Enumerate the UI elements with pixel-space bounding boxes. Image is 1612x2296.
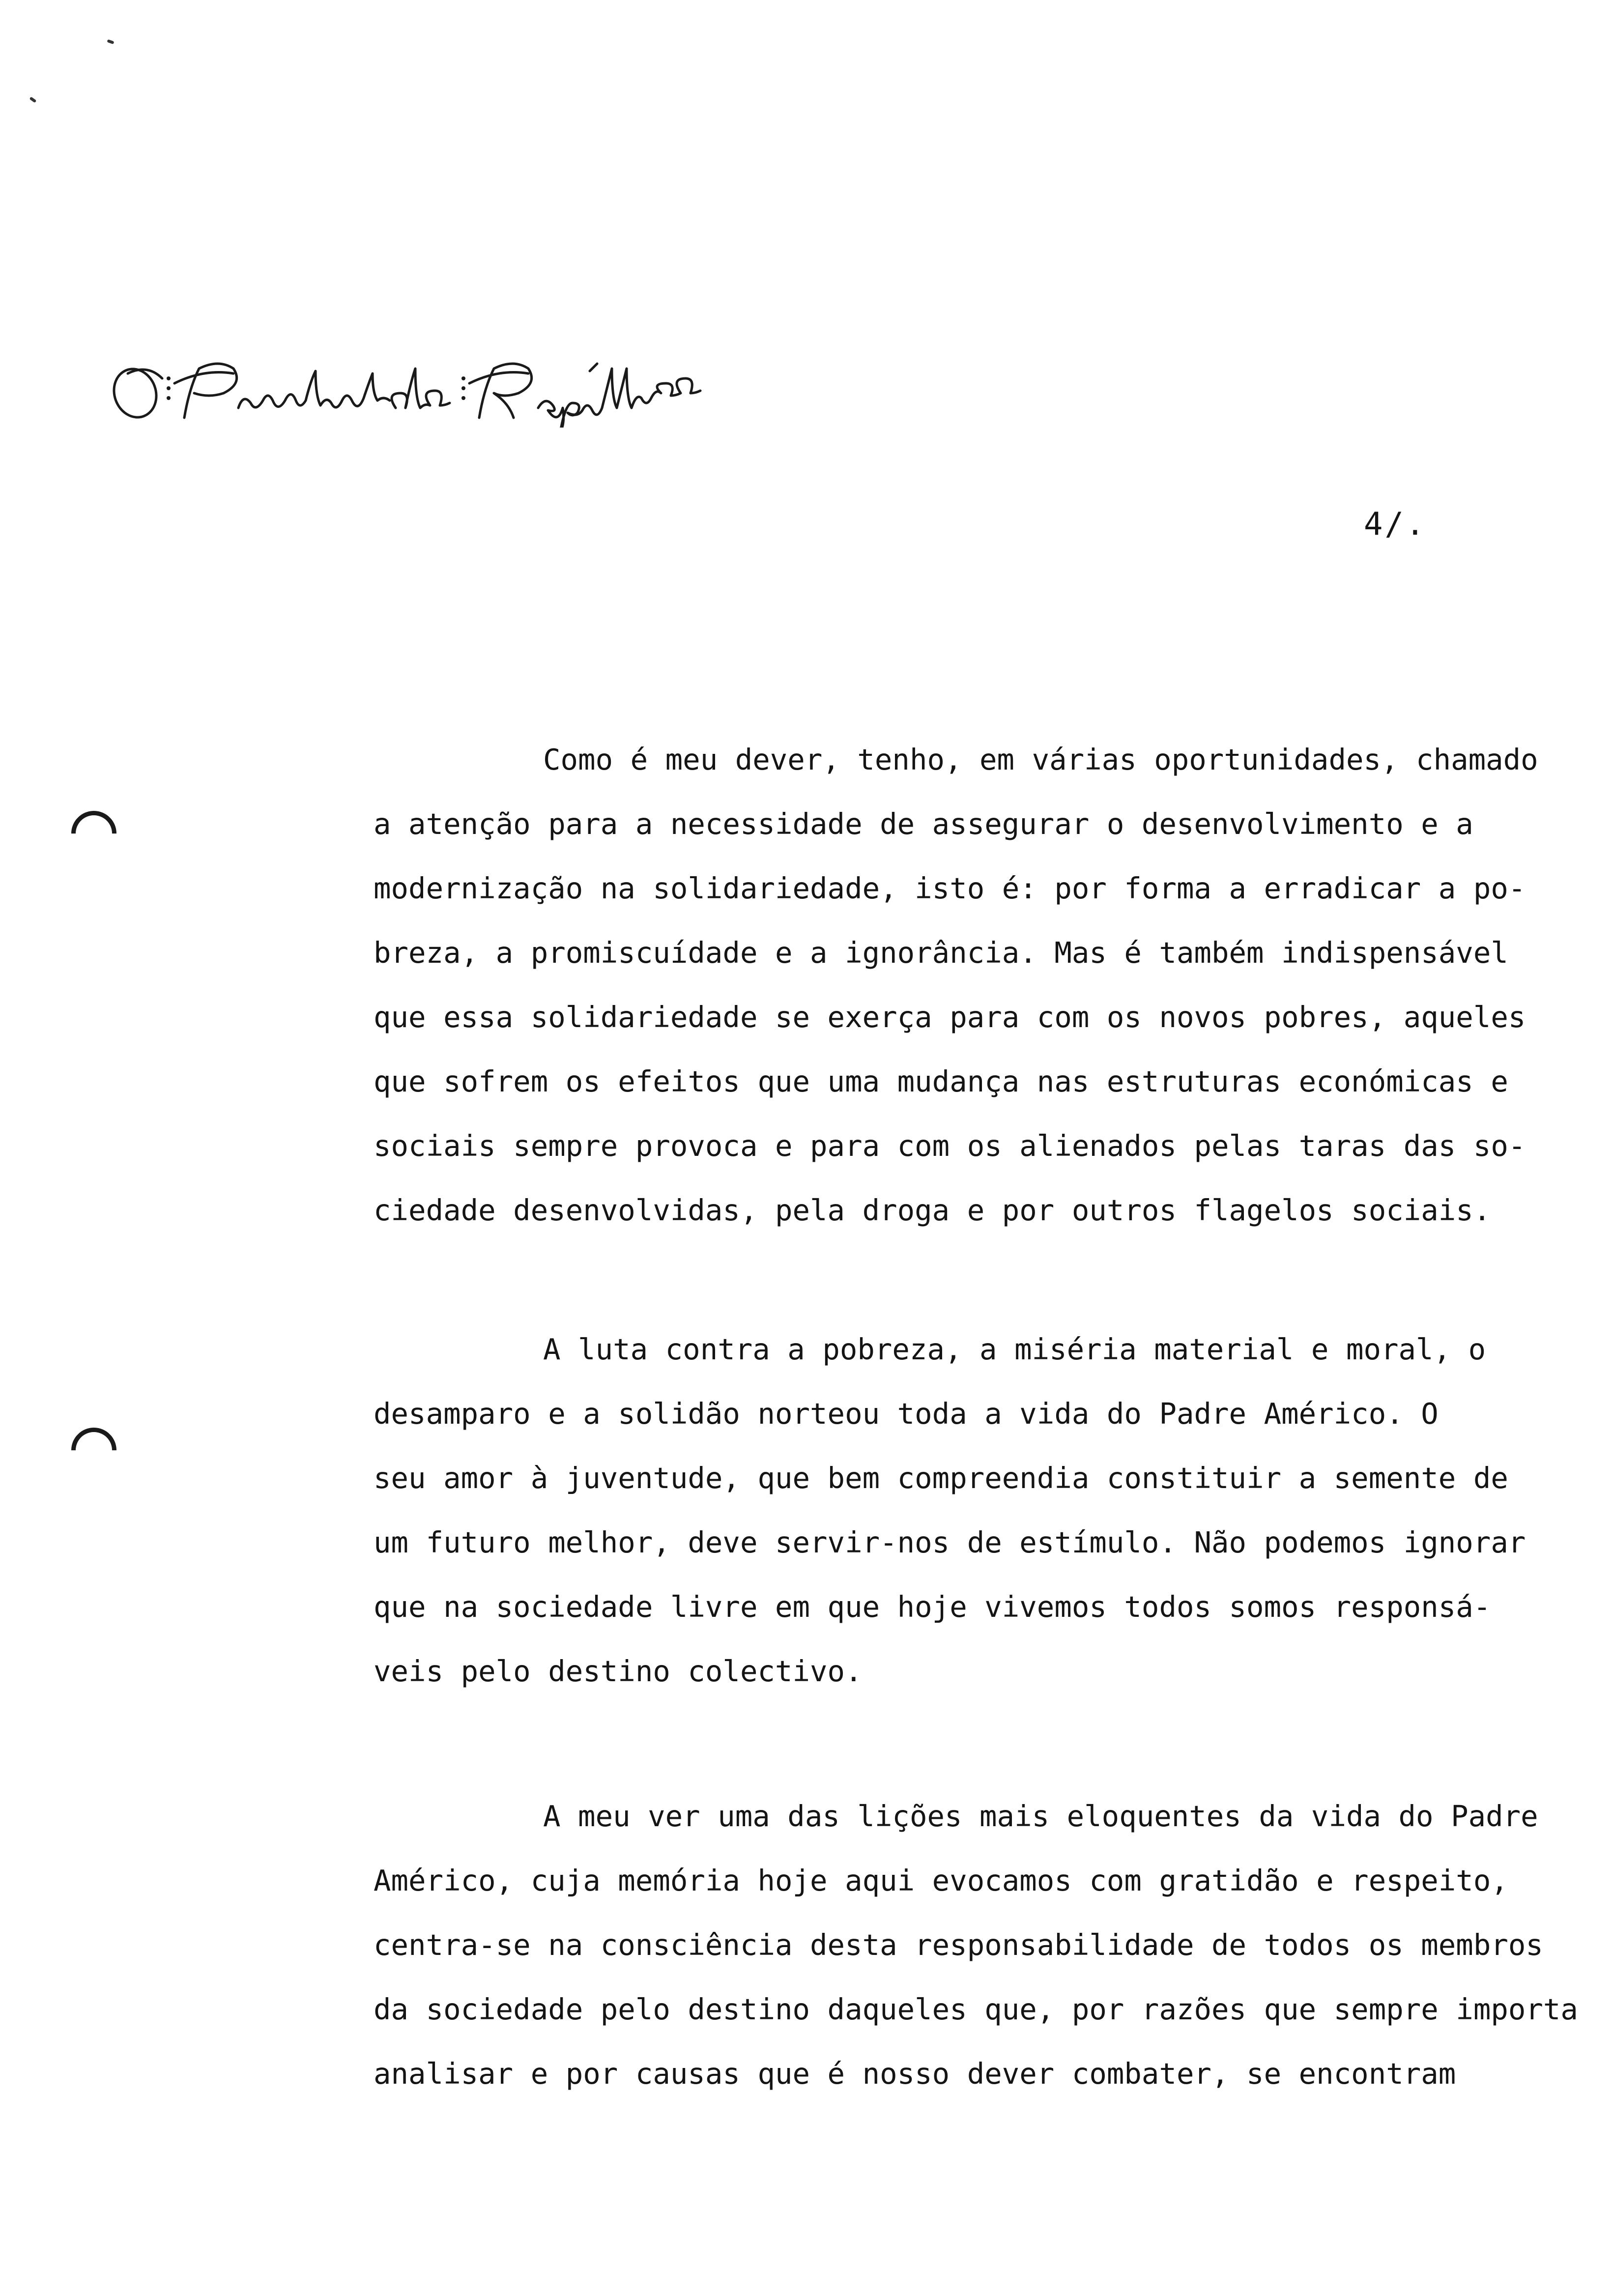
- paragraph-3: [374, 1784, 1578, 2106]
- text-line: que essa solidariedade se exerça para com os novos pobres, aqueles: [374, 1000, 1526, 1034]
- text-line: modernização na solidariedade, isto é: por forma a erradicar a po-: [374, 871, 1526, 905]
- punch-hole-mark: [62, 1418, 126, 1482]
- text-line: Como é meu dever, tenho, em várias oportunidades, chamado: [543, 743, 1538, 776]
- letterhead-logo: [106, 354, 725, 428]
- scan-speck: [107, 39, 114, 44]
- text-line: que sofrem os efeitos que uma mudança nas estruturas económicas e: [374, 1064, 1508, 1098]
- text-line: que na sociedade livre em que hoje vivemos todos somos responsá-: [374, 1590, 1491, 1624]
- text-line: A meu ver uma das lições mais eloquentes da vida do Padre: [543, 1799, 1538, 1833]
- scan-speck: [29, 97, 37, 103]
- text-line: Américo, cuja memória hoje aqui evocamos com gratidão e respeito,: [374, 1864, 1508, 1897]
- text-line: breza, a promiscuídade e a ignorância. Mas é também indispensável: [374, 936, 1508, 970]
- text-line: sociais sempre provoca e para com os alienados pelas taras das so-: [374, 1129, 1526, 1163]
- text-line: ciedade desenvolvidas, pela droga e por outros flagelos sociais.: [374, 1193, 1491, 1227]
- text-line: centra-se na consciência desta responsabilidade de todos os membros: [374, 1928, 1543, 1962]
- page-number: 4/.: [1364, 506, 1427, 543]
- text-line: veis pelo destino colectivo.: [374, 1654, 863, 1688]
- text-line: analisar e por causas que é nosso dever combater, se encontram: [374, 2057, 1456, 2091]
- text-line: a atenção para a necessidade de assegurar o desenvolvimento e a: [374, 807, 1473, 841]
- punch-hole-mark: [62, 802, 126, 865]
- paragraph-1: [374, 727, 1538, 1242]
- text-line: desamparo e a solidão norteou toda a vida do Padre Américo. O: [374, 1397, 1439, 1431]
- letterhead-script: [106, 354, 725, 428]
- text-line: um futuro melhor, deve servir-nos de estímulo. Não podemos ignorar: [374, 1525, 1526, 1559]
- text-line: seu amor à juventude, que bem compreendia constituir a semente de: [374, 1461, 1508, 1495]
- paragraph-2: [374, 1317, 1526, 1703]
- text-line: A luta contra a pobreza, a miséria material e moral, o: [543, 1332, 1486, 1366]
- text-line: da sociedade pelo destino daqueles que, por razões que sempre importa: [374, 1992, 1578, 2026]
